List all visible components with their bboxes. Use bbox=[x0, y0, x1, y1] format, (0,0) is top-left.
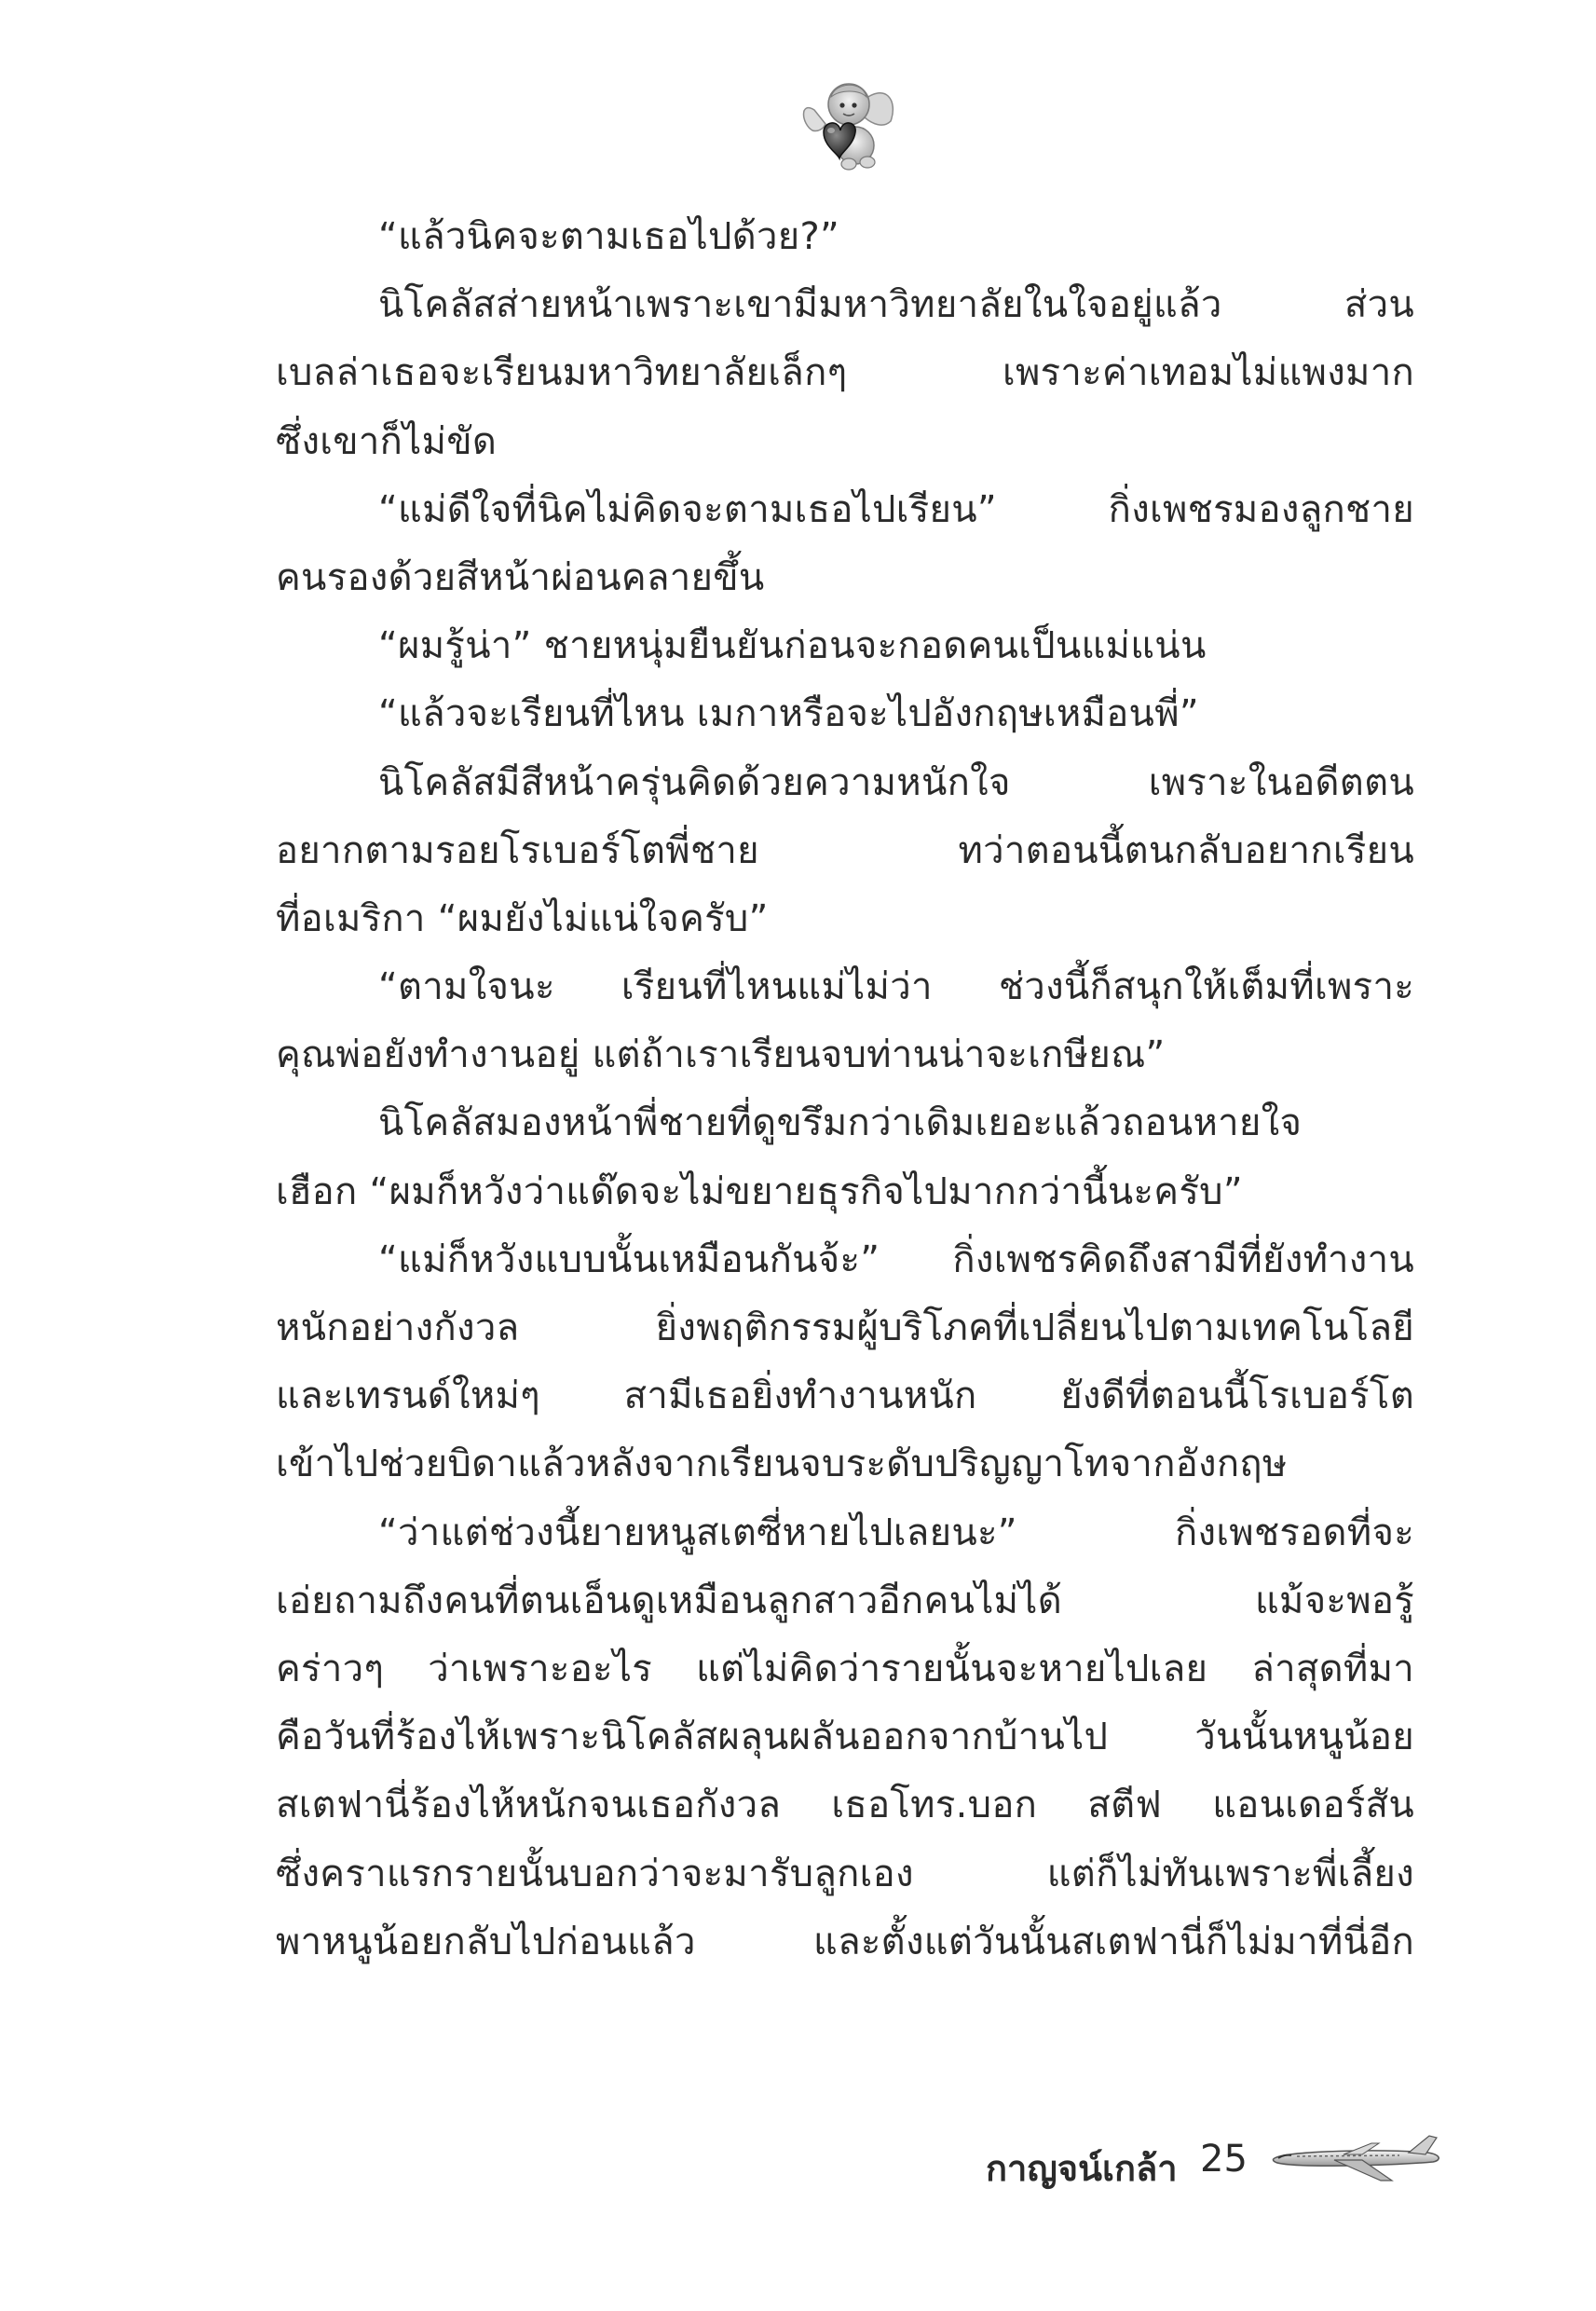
text-line: สเตฟานี่ร้องไห้หนักจนเธอกังวล เธอโทร.บอก สตีฟ แอนเดอร์สัน bbox=[276, 1784, 1414, 1827]
text-line: คือวันที่ร้องไห้เพราะนิโคลัสผลุนผลันออกจากบ้านไป วันนั้นหนูน้อย bbox=[276, 1716, 1414, 1759]
text-line: “ผมรู้น่า” ชายหนุ่มยืนยันก่อนจะกอดคนเป็นแม่แน่น bbox=[378, 624, 1207, 668]
text-line: “แล้วจะเรียนที่ไหน เมกาหรือจะไปอังกฤษเหมือนพี่” bbox=[378, 692, 1199, 736]
text-line: คนรองด้วยสีหน้าผ่อนคลายขึ้น bbox=[276, 555, 765, 599]
text-line: “แล้วนิคจะตามเธอไปด้วย?” bbox=[378, 215, 840, 258]
airplane-icon bbox=[1269, 2130, 1446, 2186]
text-line: ที่อเมริกา “ผมยังไม่แน่ใจครับ” bbox=[276, 896, 769, 940]
text-line: เอ่ยถามถึงคนที่ตนเอ็นดูเหมือนลูกสาวอีกคนไม่ได้ แม้จะพอรู้ bbox=[276, 1579, 1414, 1622]
body-text bbox=[276, 203, 1414, 1976]
text-line: “แม่ดีใจที่นิคไม่คิดจะตามเธอไปเรียน” กิ่งเพชรมองลูกชาย bbox=[378, 487, 1414, 531]
text-line: นิโคลัสส่ายหน้าเพราะเขามีมหาวิทยาลัยในใจอยู่แล้ว ส่วน bbox=[378, 283, 1414, 327]
text-line: “ว่าแต่ช่วงนี้ยายหนูสเตซี่หายไปเลยนะ” กิ่งเพชรอดที่จะ bbox=[378, 1511, 1414, 1554]
text-line: เบลล่าเธอจะเรียนมหาวิทยาลัยเล็กๆ เพราะค่าเทอมไม่แพงมาก bbox=[276, 351, 1414, 395]
text-line: ซึ่งเขาก็ไม่ขัด bbox=[276, 419, 498, 463]
book-title: กาญจน์เกล้า bbox=[986, 2148, 1178, 2189]
text-line: “แม่ก็หวังแบบนั้นเหมือนกันจ้ะ” กิ่งเพชรคิดถึงสามีที่ยังทำงาน bbox=[378, 1238, 1414, 1281]
page-footer bbox=[0, 2125, 1596, 2227]
text-line: คร่าวๆ ว่าเพราะอะไร แต่ไม่คิดว่ารายนั้นจะหายไปเลย ล่าสุดที่มา bbox=[276, 1647, 1414, 1690]
text-line: อยากตามรอยโรเบอร์โตพี่ชาย ทว่าตอนนี้ตนกลับอยากเรียน bbox=[276, 828, 1414, 872]
text-line: ซึ่งคราแรกรายนั้นบอกว่าจะมารับลูกเอง แต่ก็ไม่ทันเพราะพี่เลี้ยง bbox=[276, 1852, 1414, 1895]
text-line: พาหนูน้อยกลับไปก่อนแล้ว และตั้งแต่วันนั้นสเตฟานี่ก็ไม่มาที่นี่อีก bbox=[276, 1920, 1414, 1963]
text-line: หนักอย่างกังวล ยิ่งพฤติกรรมผู้บริโภคที่เปลี่ยนไปตามเทคโนโลยี bbox=[276, 1306, 1414, 1349]
text-line: เข้าไปช่วยบิดาแล้วหลังจากเรียนจบระดับปริญญาโทจากอังกฤษ bbox=[276, 1443, 1288, 1486]
cupid-heart-icon bbox=[798, 73, 900, 175]
text-line: คุณพ่อยังทำงานอยู่ แต่ถ้าเราเรียนจบท่านน่าจะเกษียณ” bbox=[276, 1033, 1166, 1077]
text-line: เฮือก “ผมก็หวังว่าแด๊ดจะไม่ขยายธุรกิจไปมากกว่านี้นะครับ” bbox=[276, 1169, 1243, 1213]
text-line: นิโคลัสมีสีหน้าครุ่นคิดด้วยความหนักใจ เพราะในอดีตตน bbox=[378, 760, 1414, 804]
text-line: และเทรนด์ใหม่ๆ สามีเธอยิ่งทำงานหนัก ยังดีที่ตอนนี้โรเบอร์โต bbox=[276, 1374, 1414, 1418]
text-line: นิโคลัสมองหน้าพี่ชายที่ดูขรึมกว่าเดิมเยอะแล้วถอนหายใจ bbox=[378, 1101, 1303, 1145]
page-number: 25 bbox=[1200, 2138, 1248, 2181]
text-line: “ตามใจนะ เรียนที่ไหนแม่ไม่ว่า ช่วงนี้ก็สนุกให้เต็มที่เพราะ bbox=[378, 965, 1414, 1009]
